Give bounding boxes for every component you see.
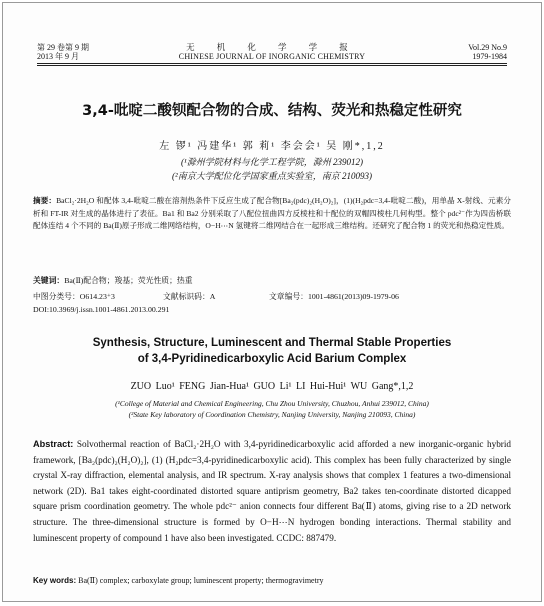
english-keywords xyxy=(33,576,511,585)
english-title-line-2: of 3,4-Pyridinedicarboxylic Acid Barium Complex xyxy=(137,353,407,365)
chinese-affiliation-2: (²南京大学配位化学国家重点实验室，南京 210093) xyxy=(172,171,372,181)
chinese-abstract xyxy=(33,195,511,233)
volume-number: Vol.29 No.9 xyxy=(468,43,507,52)
journal-header xyxy=(37,43,507,61)
english-affiliation-2: (²State Key laboratory of Coordination Chemistry, Nanjing University, Nanjing 210093, China) xyxy=(128,410,416,419)
issue-info xyxy=(37,43,147,61)
english-abstract xyxy=(33,437,511,546)
english-title xyxy=(3,335,541,367)
issue-date: 2013 年 9 月 xyxy=(37,52,79,61)
header-rule-bottom xyxy=(37,65,507,66)
journal-name-zh: 无 机 化 学 学 报 xyxy=(186,42,358,52)
chinese-abstract-label: 摘要： xyxy=(33,196,57,205)
clc-number: 中图分类号：O614.23⁺3 xyxy=(33,292,115,301)
chinese-title: 3,4-吡啶二酸钡配合物的合成、结构、荧光和热稳定性研究 xyxy=(82,103,462,119)
chinese-affiliation-1: (¹滁州学院材料与化学工程学院，滁州 239012) xyxy=(181,157,363,167)
english-abstract-text: Solvothermal reaction of BaCl₂·2H₂O with 3,4-pyridinedicarboxylic acid afforded a new inorganic-organic hybrid framework, [Ba₂(pdc)₂(H₂O)₂], (1) (H₂pdc=3,4-pyridinedicarboxylic acid). This complex has been fully characterized by single crystal X-ray diffraction, elemental analysis, and IR spectrum. X-ray analysis shows that complex 1 features a two-dimensional network (2D). Ba1 takes eight-coordinated distorted square antiprism geometry, Ba2 takes ten-coordinate distorted dicapped square prism coordination geometry. The whole pdc²⁻ anion connects four different Ba(Ⅱ) atoms, giving rise to a 2D network structure. The three-dimensional structure is formed by O−H⋯N hydrogen bonding interactions. Thermal stability and luminescent property of compound 1 have also been investigated. CCDC: 887479. xyxy=(33,439,512,543)
english-authors: ZUO Luo¹ FENG Jian-Hua¹ GUO Li¹ LI Hui-Hui¹ WU Gang*,1,2 xyxy=(130,381,414,392)
journal-name xyxy=(147,43,397,61)
journal-name-en: CHINESE JOURNAL OF INORGANIC CHEMISTRY xyxy=(178,52,366,61)
header-rule-top xyxy=(37,63,507,64)
page-range: 1979-1984 xyxy=(472,52,507,61)
issue-volume: 第 29 卷第 9 期 xyxy=(37,43,89,52)
article-id: 文章编号：1001-4861(2013)09-1979-06 xyxy=(269,292,399,301)
volume-pages xyxy=(397,43,507,61)
english-keywords-label: Key words: xyxy=(33,576,77,585)
chinese-keywords-text: Ba(Ⅱ)配合物；羧基；荧光性质；热重 xyxy=(64,276,193,285)
english-keywords-text: Ba(Ⅱ) complex; carboxylate group; luminescent property; thermogravimetry xyxy=(78,576,324,585)
chinese-abstract-text: BaCl₂·2H₂O 和配体 3,4-吡啶二酸在溶剂热条件下反应生成了配合物[Ba₂(pdc)₂(H₂O)₂]，(1)(H₂pdc=3,4-吡啶二酸)，用单晶 X-射线、元素分析和 FT-IR 对生成的晶体进行了表征。Ba1 和 Ba2 分别采取了八配位扭曲四方反棱柱和十配位的双帽四棱柱几何构型。整个 pdc²⁻作为四齿桥联配体连结 4 个不同的 Ba(Ⅱ)原子形成二维网络结构，O−H⋯N 氢键将二维网结合在一起形成三维结构。还研究了配合物 1 的荧光和热稳定性质。 xyxy=(33,196,511,230)
english-title-line-1: Synthesis, Structure, Luminescent and Thermal Stable Properties xyxy=(92,337,452,349)
chinese-keywords xyxy=(33,275,511,286)
english-affiliation-1: (¹College of Material and Chemical Engineering, Chu Zhou University, Chuzhou, Anhui 239012, China) xyxy=(115,399,429,408)
doi: DOI:10.3969/j.issn.1001-4861.2013.00.291 xyxy=(33,305,170,314)
document-code: 文献标识码：A xyxy=(163,292,216,301)
chinese-keywords-label: 关键词： xyxy=(33,276,65,285)
chinese-authors: 左 锣¹ 冯建华¹ 郭 莉¹ 李会会¹ 吴 刚*,1,2 xyxy=(159,141,385,152)
journal-page xyxy=(2,2,542,602)
english-abstract-label: Abstract: xyxy=(33,439,74,449)
